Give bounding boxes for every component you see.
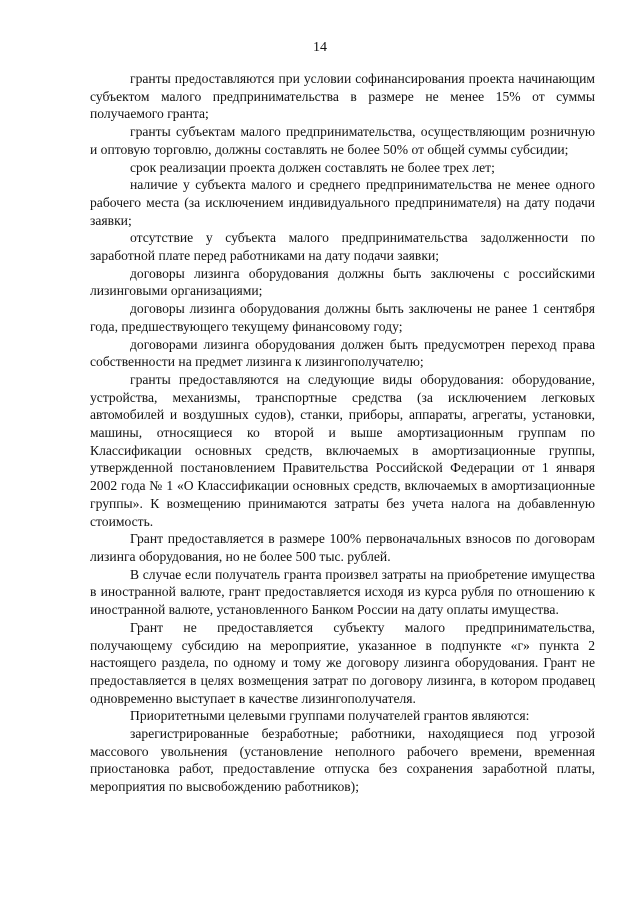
paragraph: договорами лизинга оборудования должен быть предусмотрен переход права собственности на предмет лизинга к лизингополучателю; (90, 336, 595, 370)
paragraph: наличие у субъекта малого и среднего предпринимательства не менее одного рабочего места (за исключением индивидуального предпринимателя) на дату подачи заявки; (90, 177, 595, 228)
paragraph: гранты субъектам малого предпринимательства, осуществляющим розничную и оптовую торговлю, должны составлять не более 50% от общей суммы субсидии; (90, 124, 595, 157)
paragraph: Грант предоставляется в размере 100% первоначальных взносов по договорам лизинга оборудования, но не более 500 тыс. рублей. (90, 531, 595, 564)
paragraph: зарегистрированные безработные; работники, находящиеся под угрозой массового увольнения (установление неполного рабочего времени, временная приостановка работ, предоставление отпуска без сохранения заработной платы, мероприятия по высвобождению работников); (90, 726, 595, 795)
page-number: 14 (313, 40, 327, 55)
paragraph: договоры лизинга оборудования должны быть заключены с российскими лизинговыми организациями; (90, 265, 595, 299)
paragraph: Приоритетными целевыми группами получателей грантов являются: (130, 708, 530, 724)
paragraph: гранты предоставляются при условии софинансирования проекта начинающим субъектом малого предпринимательства в размере не менее 15% от суммы получаемого гранта; (90, 71, 595, 122)
paragraph: гранты предоставляются на следующие виды оборудования: оборудование, устройства, механизмы, транспортные средства (за исключением легковых автомобилей и воздушных судов), станки, приборы, аппараты, агрегаты, установки, машины, относящиеся ко второй и выше амортизационным группам по Классификации основных средств, включаемых в амортизационные группы, утвержденной постановлением Правительства Российской Федерации от 1 января 2002 года № 1 «О Классификации основных средств, включаемых в амортизационные группы». К возмещению принимаются затраты без учета налога на добавленную стоимость. (90, 371, 595, 529)
document-body (90, 70, 595, 796)
paragraph: договоры лизинга оборудования должны быть заключены не ранее 1 сентября года, предшествующего текущему финансовому году; (90, 301, 595, 334)
paragraph: отсутствие у субъекта малого предпринимательства задолженности по заработной плате перед работниками на дату подачи заявки; (90, 230, 595, 264)
paragraph: срок реализации проекта должен составлять не более трех лет; (130, 159, 495, 175)
paragraph: В случае если получатель гранта произвел затраты на приобретение имущества в иностранной валюте, грант предоставляется исходя из курса рубля по отношению к иностранной валюте, установленного Банком России на дату оплаты имущества. (90, 566, 595, 618)
paragraph: Грант не предоставляется субъекту малого предпринимательства, получающему субсидию на мероприятие, указанное в подпункте «г» пункта 2 настоящего раздела, по одному и тому же договору лизинга оборудования. Грант не предоставляется в целях возмещения затрат по договору лизинга, в котором продавец одновременно выступает в качестве лизингополучателя. (90, 619, 595, 706)
